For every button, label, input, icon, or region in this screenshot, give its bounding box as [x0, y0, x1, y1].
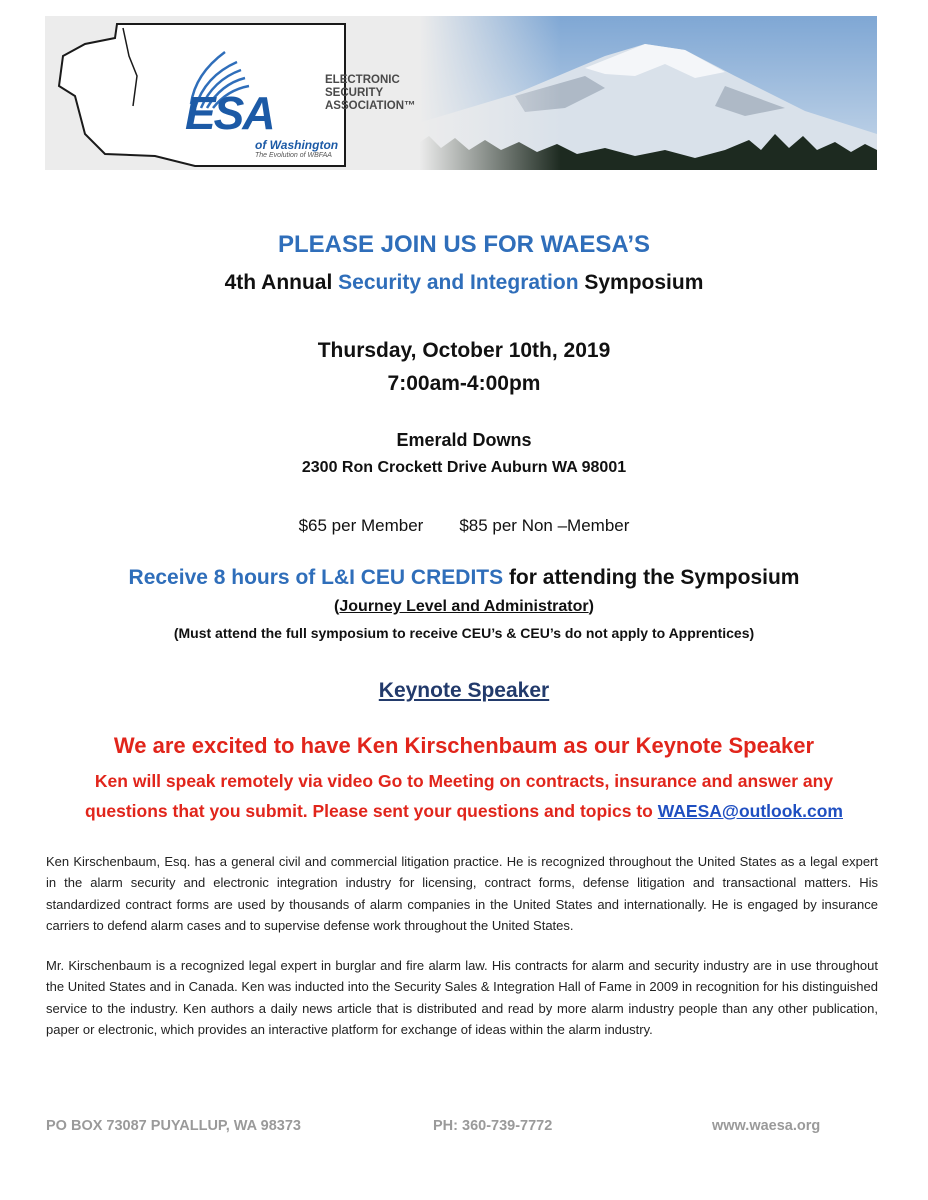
event-address: 2300 Ron Crockett Drive Auburn WA 98001	[301, 459, 627, 476]
event-time: 7:00am-4:00pm	[387, 372, 541, 395]
symposium-title	[0, 271, 928, 295]
price-nonmember: $85 per Non –Member	[459, 516, 630, 535]
keynote-details-line1: Ken will speak remotely via video Go to Meeting on contracts, insurance and answer any	[94, 771, 834, 791]
price-member: $65 per Member	[298, 516, 424, 535]
org-name-line: SECURITY	[325, 87, 384, 99]
keynote-heading: Keynote Speaker	[378, 679, 550, 702]
ceu-note: (Must attend the full symposium to receive CEU’s & CEU’s do not apply to Apprentices)	[173, 625, 755, 641]
bio-paragraph-2: Mr. Kirschenbaum is a recognized legal expert in burglar and fire alarm law. His contracts for alarm and security industry are in use throughout the United States and in Canada. Ken was inducted into the Security Sales & Integration Hall of Fame in 2009 in recognition for his distinguished service to the industry. Ken authors a daily news article that is distributed and read by more alarm industry people than any other publication, paper or electronic, which provides an interactive platform for exchange of ideas within the alarm industry.	[46, 958, 878, 1037]
keynote-details-prefix: questions that you submit. Please sent your questions and topics to	[85, 801, 658, 821]
invitation-heading: PLEASE JOIN US FOR WAESA’S	[277, 231, 651, 258]
event-date: Thursday, October 10th, 2019	[317, 339, 611, 362]
bio-paragraph-1: Ken Kirschenbaum, Esq. has a general civil and commercial litigation practice. He is recognized throughout the United States as a legal expert in the alarm security and electronic integration industry for licensing, contract forms, defense litigation and transactional matters. His standardized contract forms are used by thousands of alarm companies in the United States and internationally. He is engaged by insurance carriers to defend alarm cases and to supervise defense work throughout the United States.	[46, 854, 878, 933]
footer-address: PO BOX 73087 PUYALLUP, WA 98373	[46, 1118, 301, 1134]
esa-logo	[185, 66, 485, 166]
ceu-suffix: for attending the Symposium	[503, 566, 800, 589]
esa-logo-mark: ESA	[185, 87, 274, 139]
ceu-credits	[0, 566, 928, 590]
header-banner	[45, 16, 877, 170]
org-state: of Washington	[255, 138, 339, 152]
org-tagline: The Evolution of WBFAA	[255, 152, 332, 159]
email-link[interactable]: WAESA@outlook.com	[657, 801, 843, 821]
org-name-line: ELECTRONIC	[325, 74, 400, 86]
pricing	[0, 516, 928, 536]
footer-phone: PH: 360-739-7772	[433, 1118, 553, 1134]
symposium-title-prefix: 4th Annual	[224, 271, 339, 294]
ceu-highlight: Receive 8 hours of L&I CEU CREDITS	[128, 566, 504, 589]
org-name	[325, 74, 445, 113]
ceu-level-text: Journey Level and Administrator	[339, 598, 589, 615]
ceu-level: (Journey Level and Administrator)	[334, 598, 594, 615]
symposium-title-highlight: Security and Integration	[338, 271, 579, 294]
keynote-announcement: We are excited to have Ken Kirschenbaum as our Keynote Speaker	[113, 733, 815, 758]
org-name-line: ASSOCIATION™	[325, 100, 416, 112]
event-venue: Emerald Downs	[396, 430, 532, 450]
symposium-title-suffix: Symposium	[578, 271, 704, 294]
keynote-details-line2	[0, 801, 928, 822]
footer-website[interactable]: www.waesa.org	[712, 1118, 821, 1134]
